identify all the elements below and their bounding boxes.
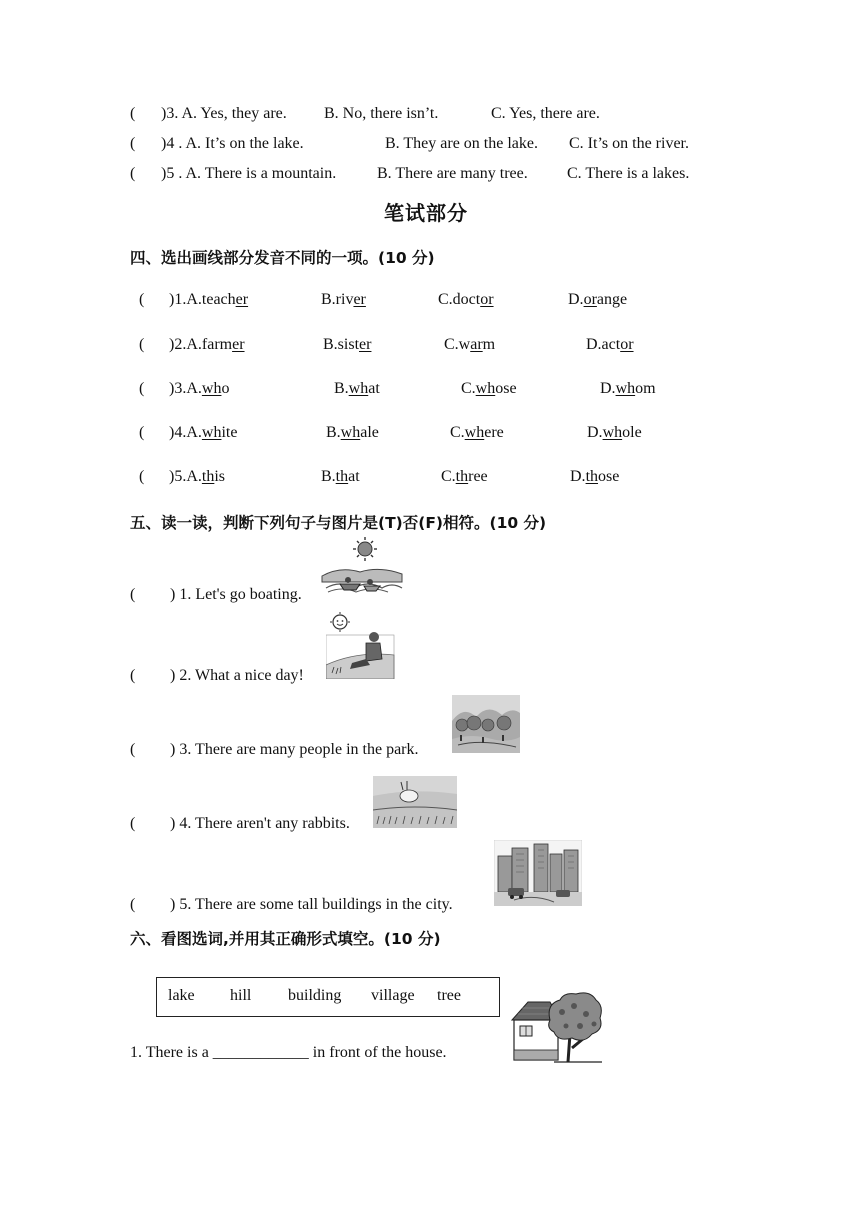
answer-paren: ( — [130, 165, 136, 182]
word-part: at — [368, 380, 380, 397]
option-b — [323, 336, 371, 354]
word-part: B.sist — [323, 336, 360, 353]
underlined-letters: er — [235, 291, 249, 308]
option-d — [600, 380, 656, 398]
underlined-letters: wh — [615, 380, 636, 397]
question-option-b: B. No, there isn’t. — [324, 105, 439, 122]
word-part: farm — [201, 336, 233, 353]
answer-paren: ( — [139, 380, 145, 397]
listening-item-4 — [130, 135, 770, 155]
question-number: )1.A. — [169, 291, 202, 308]
listening-item-5 — [130, 165, 770, 185]
word-part: D. — [600, 380, 616, 397]
answer-paren: ( — [130, 667, 136, 684]
written-section-title: 笔试部分 — [384, 201, 468, 225]
word-part: C. — [461, 380, 476, 397]
city-picture — [494, 840, 582, 906]
question-option-b: B. There are many tree. — [377, 165, 528, 182]
tf-statement: ) 3. There are many people in the park. — [170, 741, 419, 758]
tf-statement: ) 5. There are some tall buildings in the city. — [170, 896, 453, 913]
underlined-letters: er — [353, 291, 366, 308]
word-part: o — [221, 380, 230, 397]
underlined-letters: er — [359, 336, 372, 353]
word-part: at — [348, 468, 360, 485]
question-option-c: C. There is a lakes. — [567, 165, 690, 182]
question-option-c: C. Yes, there are. — [491, 105, 600, 122]
tf-item-5 — [130, 896, 490, 916]
option-c — [461, 380, 517, 398]
word-part: C. — [450, 424, 465, 441]
answer-paren: ( — [130, 741, 136, 758]
underlined-letters: or — [583, 291, 597, 308]
fill-blank-question-1: 1. There is a ____________ in front of the house. — [130, 1044, 447, 1061]
word-bank-box — [156, 977, 500, 1017]
underlined-letters: th — [455, 468, 469, 485]
word-part: om — [635, 380, 656, 397]
park-picture — [452, 695, 520, 753]
option-b — [326, 424, 379, 442]
tf-statement: ) 4. There aren't any rabbits. — [170, 815, 350, 832]
word-part: teach — [201, 291, 236, 308]
tf-statement: ) 1. Let's go boating. — [170, 586, 302, 603]
question-number: )3.A. — [169, 380, 202, 397]
question-option-a: )3. A. Yes, they are. — [161, 105, 287, 122]
underlined-letters: wh — [340, 424, 361, 441]
option-a-word — [202, 468, 225, 485]
option-d — [586, 336, 634, 354]
section5-heading: 五、读一读，判断下列句子与图片是(T)否(F)相符。(10 分) — [130, 514, 547, 532]
underlined-letters: wh — [602, 424, 623, 441]
underlined-letters: wh — [464, 424, 485, 441]
underlined-letters: er — [232, 336, 245, 353]
phonics-item-2 — [130, 336, 730, 356]
word-part: is — [214, 468, 226, 485]
option-b — [321, 468, 360, 486]
word-part: B. — [326, 424, 341, 441]
option-a-word — [202, 424, 238, 441]
option-b — [321, 291, 366, 309]
question-option-a: )5 . A. There is a mountain. — [161, 165, 337, 182]
answer-paren: ( — [130, 105, 136, 122]
word-part: D. — [570, 468, 586, 485]
smiling-sun-icon — [330, 612, 350, 632]
answer-paren: ( — [139, 291, 145, 308]
section4-heading: 四、选出画线部分发音不同的一项。(10 分) — [130, 249, 435, 267]
option-c — [444, 336, 495, 354]
word-bank-word: hill — [230, 987, 252, 1004]
option-a — [169, 424, 237, 442]
word-part: ose — [495, 380, 517, 397]
word-bank-word: building — [288, 987, 342, 1004]
word-part: C.w — [444, 336, 471, 353]
underlined-letters: or — [480, 291, 494, 308]
underlined-letters: wh — [201, 424, 222, 441]
option-a-word — [202, 291, 248, 308]
answer-paren: ( — [130, 815, 136, 832]
word-part: B.riv — [321, 291, 354, 308]
question-option-c: C. It’s on the river. — [569, 135, 689, 152]
boating-picture — [320, 536, 404, 598]
option-d — [587, 424, 642, 442]
question-number: )4.A. — [169, 424, 202, 441]
underlined-letters: wh — [475, 380, 496, 397]
rabbit-picture — [373, 776, 457, 828]
option-d — [568, 291, 627, 309]
word-part: D. — [568, 291, 584, 308]
question-option-a: )4 . A. It’s on the lake. — [161, 135, 304, 152]
option-d — [570, 468, 619, 486]
option-a — [169, 380, 229, 398]
option-b — [334, 380, 380, 398]
word-part: ere — [484, 424, 504, 441]
word-part: ree — [468, 468, 488, 485]
word-part: ose — [598, 468, 620, 485]
question-number: )5.A. — [169, 468, 202, 485]
option-a-word — [202, 336, 245, 353]
question-number: )2.A. — [169, 336, 202, 353]
word-bank-word: lake — [168, 987, 195, 1004]
underlined-letters: th — [201, 468, 215, 485]
option-a — [169, 336, 245, 354]
word-part: ole — [622, 424, 642, 441]
answer-paren: ( — [130, 896, 136, 913]
phonics-item-1 — [130, 291, 730, 311]
sunny-day-picture — [326, 611, 396, 679]
underlined-letters: wh — [201, 380, 222, 397]
word-part: ite — [221, 424, 238, 441]
underlined-letters: wh — [348, 380, 369, 397]
word-part: B. — [321, 468, 336, 485]
answer-paren: ( — [139, 468, 145, 485]
answer-paren: ( — [139, 424, 145, 441]
option-c — [450, 424, 504, 442]
answer-paren: ( — [139, 336, 145, 353]
word-part: C.doct — [438, 291, 481, 308]
option-a-word — [202, 380, 230, 397]
option-a — [169, 291, 248, 309]
word-part: m — [482, 336, 496, 353]
word-part: D.act — [586, 336, 621, 353]
option-a — [169, 468, 225, 486]
word-bank-word: tree — [437, 987, 461, 1004]
word-part: C. — [441, 468, 456, 485]
underlined-letters: ar — [470, 336, 483, 353]
phonics-item-5 — [130, 468, 730, 488]
question-option-b: B. They are on the lake. — [385, 135, 538, 152]
word-bank-word: village — [371, 987, 415, 1004]
underlined-letters: or — [620, 336, 634, 353]
answer-paren: ( — [130, 135, 136, 152]
answer-paren: ( — [130, 586, 136, 603]
phonics-item-3 — [130, 380, 730, 400]
house-tree-picture — [510, 990, 604, 1064]
option-c — [441, 468, 488, 486]
word-part: ale — [360, 424, 379, 441]
word-part: D. — [587, 424, 603, 441]
underlined-letters: th — [585, 468, 599, 485]
section6-heading: 六、看图选词,并用其正确形式填空。(10 分) — [130, 930, 441, 948]
word-part: B. — [334, 380, 349, 397]
listening-item-3 — [130, 105, 770, 125]
word-part: ange — [596, 291, 628, 308]
option-c — [438, 291, 494, 309]
tf-statement: ) 2. What a nice day! — [170, 667, 304, 684]
sun-icon — [353, 537, 377, 561]
tf-item-3 — [130, 741, 450, 761]
underlined-letters: th — [335, 468, 349, 485]
phonics-item-4 — [130, 424, 730, 444]
